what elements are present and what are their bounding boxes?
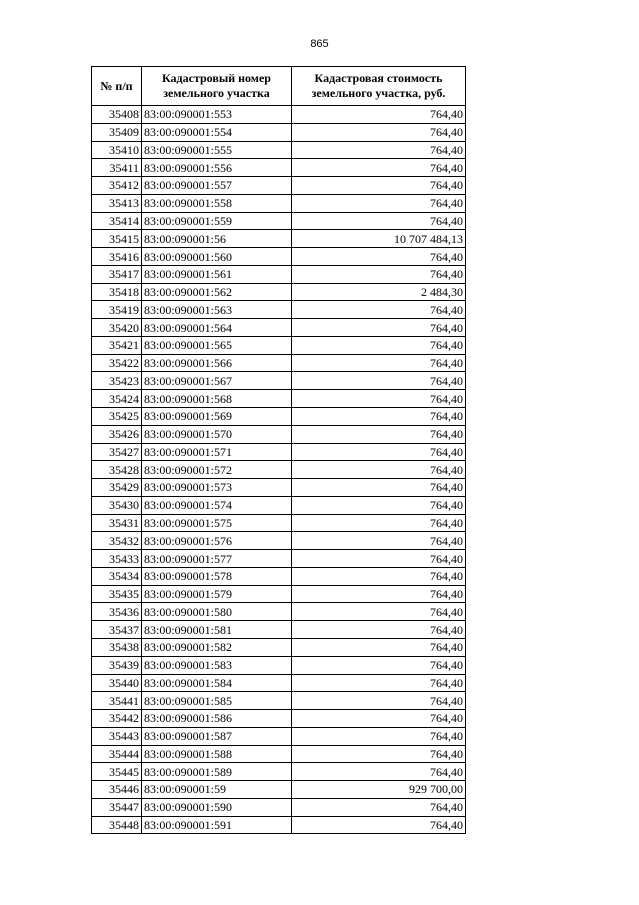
row-number-cell: 35431 [92,514,142,532]
table-row [92,567,466,585]
table-row [92,230,466,248]
cadastral-number-cell: 83:00:090001:563 [142,301,292,319]
page-number: 865 [310,38,329,50]
cadastral-value-cell: 764,40 [292,106,466,124]
cadastral-value-cell: 764,40 [292,727,466,745]
cadastral-number-cell: 83:00:090001:590 [142,798,292,816]
cadastral-value-cell: 764,40 [292,372,466,390]
row-number-cell: 35410 [92,141,142,159]
row-number-cell: 35420 [92,319,142,337]
table-row [92,390,466,408]
cadastral-number-cell: 83:00:090001:588 [142,745,292,763]
cadastral-number-cell: 83:00:090001:566 [142,354,292,372]
table-row [92,674,466,692]
table-row [92,265,466,283]
table-row [92,656,466,674]
cadastral-value-cell: 764,40 [292,550,466,568]
table-row [92,283,466,301]
table-row [92,745,466,763]
table-body [92,106,466,834]
cadastral-value-cell: 764,40 [292,248,466,266]
cadastral-number-cell: 83:00:090001:562 [142,283,292,301]
header-row-number: № п/п [92,67,142,106]
row-number-cell: 35426 [92,425,142,443]
cadastral-number-cell: 83:00:090001:557 [142,177,292,195]
table-row [92,336,466,354]
row-number-cell: 35435 [92,585,142,603]
row-number-cell: 35424 [92,390,142,408]
table-row [92,781,466,799]
cadastral-number-cell: 83:00:090001:572 [142,461,292,479]
cadastral-number-cell: 83:00:090001:571 [142,443,292,461]
cadastral-number-cell: 83:00:090001:589 [142,763,292,781]
cadastral-number-cell: 83:00:090001:574 [142,496,292,514]
row-number-cell: 35434 [92,567,142,585]
row-number-cell: 35443 [92,727,142,745]
cadastral-value-cell: 764,40 [292,745,466,763]
cadastral-value-cell: 764,40 [292,159,466,177]
table-row [92,123,466,141]
table-row [92,692,466,710]
cadastral-value-cell: 764,40 [292,674,466,692]
table-row [92,212,466,230]
row-number-cell: 35437 [92,621,142,639]
cadastral-value-cell: 764,40 [292,710,466,728]
row-number-cell: 35429 [92,479,142,497]
row-number-cell: 35409 [92,123,142,141]
cadastral-number-cell: 83:00:090001:584 [142,674,292,692]
cadastral-number-cell: 83:00:090001:570 [142,425,292,443]
table-row [92,106,466,124]
table-row [92,461,466,479]
cadastral-number-cell: 83:00:090001:560 [142,248,292,266]
cadastral-value-cell: 764,40 [292,177,466,195]
header-cadastral-number: Кадастровый номер земельного участка [142,67,292,106]
cadastral-number-cell: 83:00:090001:586 [142,710,292,728]
table-row [92,532,466,550]
cadastral-number-cell: 83:00:090001:555 [142,141,292,159]
table-row [92,248,466,266]
table-row [92,763,466,781]
cadastral-value-cell: 929 700,00 [292,781,466,799]
table-row [92,710,466,728]
row-number-cell: 35418 [92,283,142,301]
cadastral-value-cell: 764,40 [292,301,466,319]
row-number-cell: 35421 [92,336,142,354]
cadastral-value-cell: 764,40 [292,123,466,141]
cadastral-number-cell: 83:00:090001:567 [142,372,292,390]
cadastral-number-cell: 83:00:090001:56 [142,230,292,248]
row-number-cell: 35422 [92,354,142,372]
cadastral-number-cell: 83:00:090001:580 [142,603,292,621]
cadastral-value-cell: 764,40 [292,638,466,656]
cadastral-value-cell: 764,40 [292,141,466,159]
row-number-cell: 35442 [92,710,142,728]
table-row [92,194,466,212]
cadastral-number-cell: 83:00:090001:591 [142,816,292,834]
cadastral-number-cell: 83:00:090001:568 [142,390,292,408]
row-number-cell: 35423 [92,372,142,390]
table-row [92,816,466,834]
cadastral-value-cell: 10 707 484,13 [292,230,466,248]
row-number-cell: 35413 [92,194,142,212]
table-row [92,159,466,177]
cadastral-number-cell: 83:00:090001:558 [142,194,292,212]
row-number-cell: 35445 [92,763,142,781]
row-number-cell: 35408 [92,106,142,124]
table-row [92,408,466,426]
cadastral-value-cell: 764,40 [292,425,466,443]
table-row [92,141,466,159]
cadastral-value-cell: 764,40 [292,194,466,212]
cadastral-value-cell: 764,40 [292,816,466,834]
table-row [92,798,466,816]
cadastral-number-cell: 83:00:090001:576 [142,532,292,550]
cadastral-value-cell: 764,40 [292,603,466,621]
cadastral-value-cell: 764,40 [292,692,466,710]
table-row [92,301,466,319]
cadastral-value-cell: 764,40 [292,621,466,639]
table-row [92,638,466,656]
row-number-cell: 35439 [92,656,142,674]
cadastral-number-cell: 83:00:090001:553 [142,106,292,124]
cadastral-number-cell: 83:00:090001:583 [142,656,292,674]
cadastral-value-cell: 2 484,30 [292,283,466,301]
table-row [92,177,466,195]
row-number-cell: 35441 [92,692,142,710]
cadastral-number-cell: 83:00:090001:575 [142,514,292,532]
cadastral-number-cell: 83:00:090001:569 [142,408,292,426]
cadastral-number-cell: 83:00:090001:564 [142,319,292,337]
table-row [92,621,466,639]
table-row [92,443,466,461]
cadastral-number-cell: 83:00:090001:581 [142,621,292,639]
cadastral-number-cell: 83:00:090001:577 [142,550,292,568]
row-number-cell: 35433 [92,550,142,568]
cadastral-number-cell: 83:00:090001:556 [142,159,292,177]
table-row [92,372,466,390]
cadastral-value-cell: 764,40 [292,532,466,550]
cadastral-number-cell: 83:00:090001:554 [142,123,292,141]
cadastral-value-cell: 764,40 [292,763,466,781]
table-row [92,354,466,372]
cadastral-value-cell: 764,40 [292,408,466,426]
row-number-cell: 35438 [92,638,142,656]
cadastral-number-cell: 83:00:090001:559 [142,212,292,230]
row-number-cell: 35447 [92,798,142,816]
cadastral-number-cell: 83:00:090001:579 [142,585,292,603]
cadastral-value-cell: 764,40 [292,354,466,372]
header-cadastral-value: Кадастровая стоимость земельного участка, руб. [292,67,466,106]
cadastral-number-cell: 83:00:090001:573 [142,479,292,497]
cadastral-table [91,66,466,834]
cadastral-number-cell: 83:00:090001:561 [142,265,292,283]
row-number-cell: 35411 [92,159,142,177]
table-row [92,496,466,514]
cadastral-number-cell: 83:00:090001:578 [142,567,292,585]
cadastral-value-cell: 764,40 [292,461,466,479]
row-number-cell: 35419 [92,301,142,319]
table-row [92,319,466,337]
row-number-cell: 35430 [92,496,142,514]
cadastral-value-cell: 764,40 [292,265,466,283]
cadastral-number-cell: 83:00:090001:587 [142,727,292,745]
cadastral-value-cell: 764,40 [292,212,466,230]
table-row [92,425,466,443]
row-number-cell: 35448 [92,816,142,834]
row-number-cell: 35428 [92,461,142,479]
cadastral-value-cell: 764,40 [292,443,466,461]
row-number-cell: 35446 [92,781,142,799]
cadastral-value-cell: 764,40 [292,798,466,816]
row-number-cell: 35415 [92,230,142,248]
row-number-cell: 35425 [92,408,142,426]
row-number-cell: 35414 [92,212,142,230]
table-row [92,727,466,745]
cadastral-value-cell: 764,40 [292,514,466,532]
cadastral-value-cell: 764,40 [292,336,466,354]
row-number-cell: 35416 [92,248,142,266]
row-number-cell: 35412 [92,177,142,195]
row-number-cell: 35417 [92,265,142,283]
cadastral-value-cell: 764,40 [292,567,466,585]
row-number-cell: 35436 [92,603,142,621]
row-number-cell: 35440 [92,674,142,692]
row-number-cell: 35444 [92,745,142,763]
cadastral-value-cell: 764,40 [292,390,466,408]
table-row [92,514,466,532]
cadastral-value-cell: 764,40 [292,585,466,603]
table-header-row [92,67,466,106]
cadastral-number-cell: 83:00:090001:565 [142,336,292,354]
cadastral-value-cell: 764,40 [292,479,466,497]
table-row [92,479,466,497]
cadastral-number-cell: 83:00:090001:582 [142,638,292,656]
cadastral-value-cell: 764,40 [292,496,466,514]
cadastral-number-cell: 83:00:090001:59 [142,781,292,799]
row-number-cell: 35427 [92,443,142,461]
table-row [92,603,466,621]
cadastral-value-cell: 764,40 [292,656,466,674]
cadastral-value-cell: 764,40 [292,319,466,337]
cadastral-number-cell: 83:00:090001:585 [142,692,292,710]
table-row [92,585,466,603]
row-number-cell: 35432 [92,532,142,550]
table-row [92,550,466,568]
